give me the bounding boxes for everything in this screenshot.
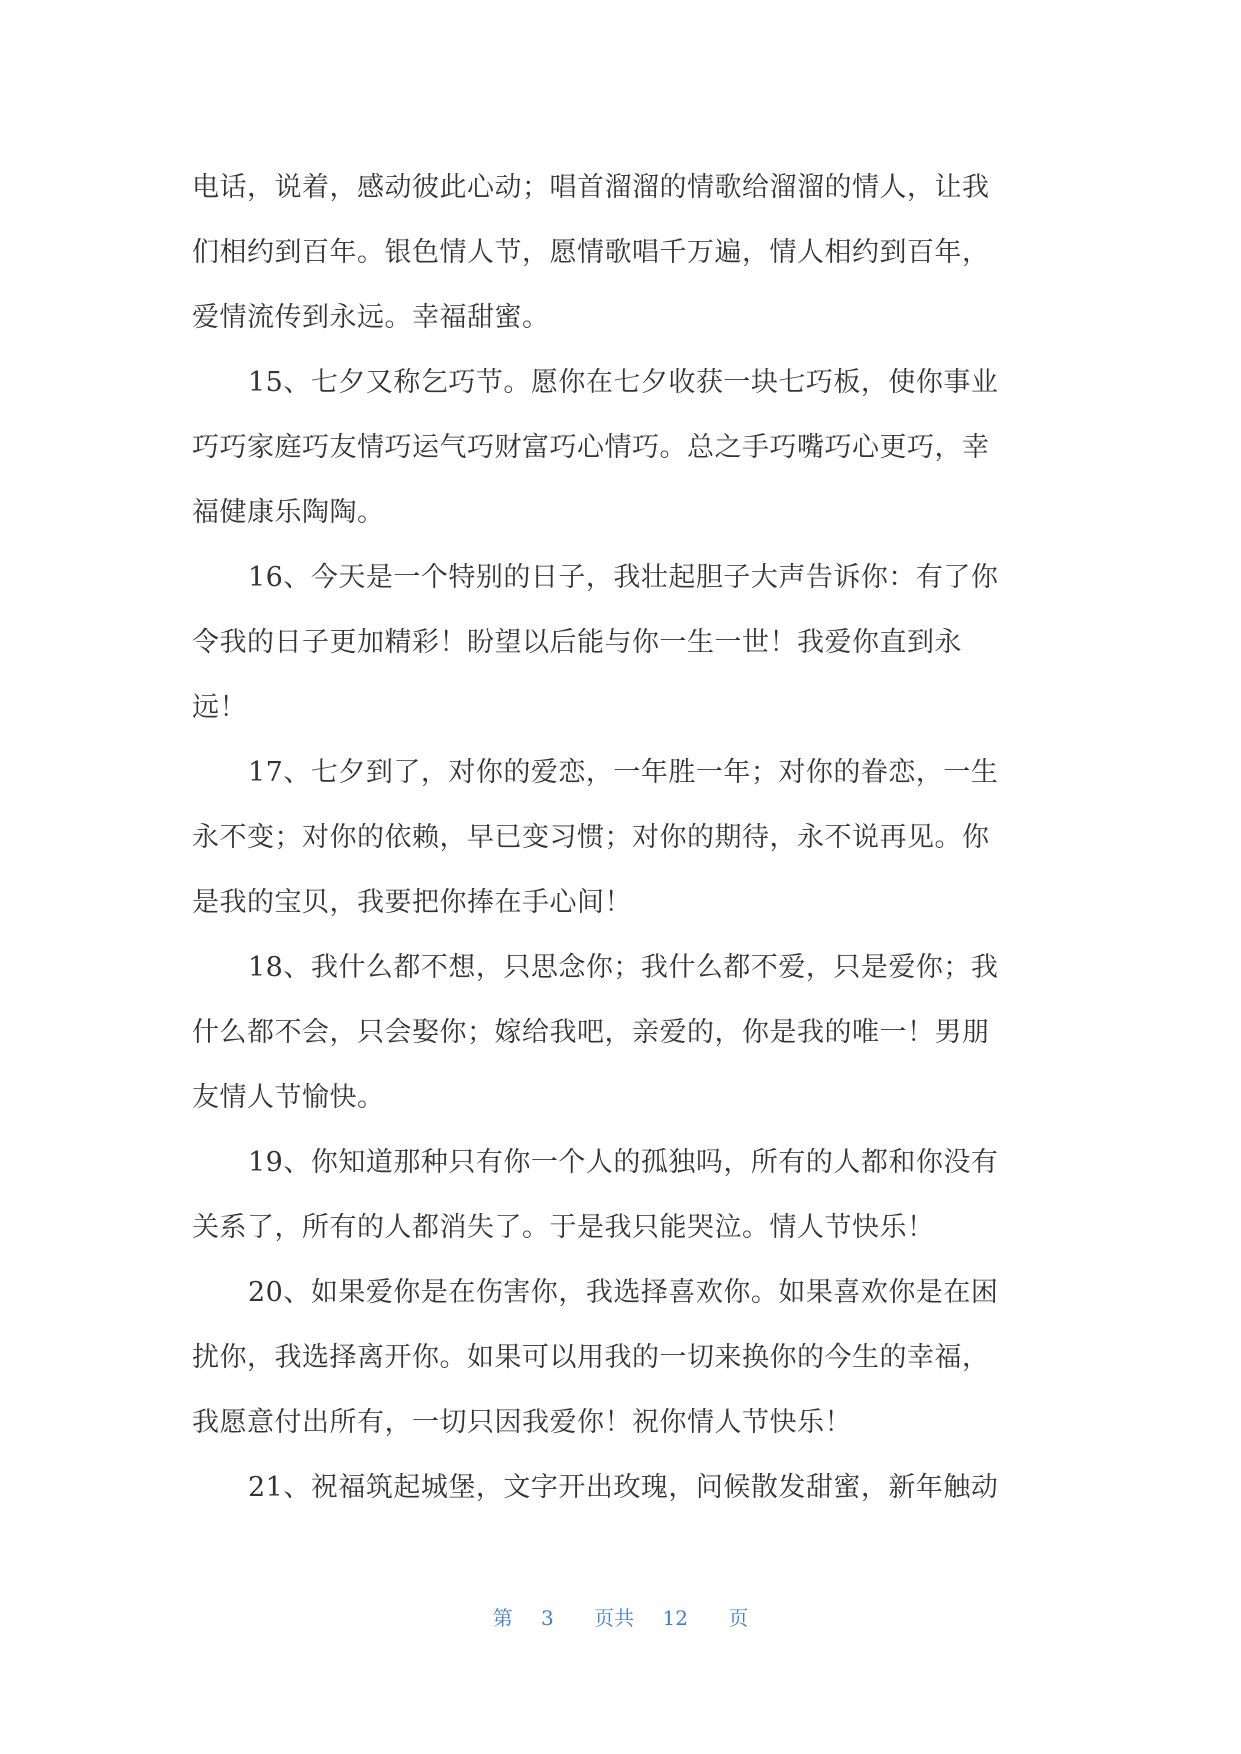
paragraph-start-18: 18、我什么都不想，只思念你；我什么都不爱，只是爱你；我 (248, 952, 999, 983)
text-line: 们相约到百年。银色情人节，愿情歌唱千万遍，情人相约到百年， (192, 237, 990, 268)
text-line: 电话，说着，感动彼此心动；唱首溜溜的情歌给溜溜的情人，让我 (192, 172, 990, 203)
paragraph-start-19: 19、你知道那种只有你一个人的孤独吗，所有的人都和你没有 (248, 1147, 999, 1178)
paragraph-start-15: 15、七夕又称乞巧节。愿你在七夕收获一块七巧板，使你事业 (248, 367, 999, 398)
paragraph-start-17: 17、七夕到了，对你的爱恋，一年胜一年；对你的眷恋，一生 (248, 757, 999, 788)
text-line: 爱情流传到永远。幸福甜蜜。 (192, 302, 550, 333)
page-footer (0, 1602, 1241, 1631)
text-line: 巧巧家庭巧友情巧运气巧财富巧心情巧。总之手巧嘴巧心更巧，幸 (192, 432, 990, 463)
paragraph-start-16: 16、今天是一个特别的日子，我壮起胆子大声告诉你：有了你 (248, 562, 999, 593)
text-line: 令我的日子更加精彩！盼望以后能与你一生一世！我爱你直到永 (192, 627, 962, 658)
text-line: 关系了，所有的人都消失了。于是我只能哭泣。情人节快乐！ (192, 1212, 935, 1243)
body-text (192, 155, 1042, 1520)
text-line: 什么都不会，只会娶你；嫁给我吧，亲爱的，你是我的唯一！男朋 (192, 1017, 990, 1048)
paragraph-start-20: 20、如果爱你是在伤害你，我选择喜欢你。如果喜欢你是在困 (248, 1277, 999, 1308)
text-line: 友情人节愉快。 (192, 1082, 385, 1113)
paragraph-start-21: 21、祝福筑起城堡，文字开出玫瑰，问候散发甜蜜，新年触动 (248, 1472, 999, 1503)
text-line: 是我的宝贝，我要把你捧在手心间！ (192, 887, 632, 918)
text-line: 福健康乐陶陶。 (192, 497, 385, 528)
footer-label-page: 第 (492, 1606, 513, 1630)
footer-label-of: 页共 (594, 1606, 635, 1630)
footer-total-pages: 12 (662, 1606, 688, 1630)
text-line: 永不变；对你的依赖，早已变习惯；对你的期待，永不说再见。你 (192, 822, 990, 853)
footer-label-end: 页 (728, 1606, 749, 1630)
footer-current-page: 3 (541, 1606, 554, 1630)
text-line: 我愿意付出所有，一切只因我爱你！祝你情人节快乐！ (192, 1407, 852, 1438)
text-line: 扰你，我选择离开你。如果可以用我的一切来换你的今生的幸福， (192, 1342, 990, 1373)
text-line: 远！ (192, 692, 247, 723)
